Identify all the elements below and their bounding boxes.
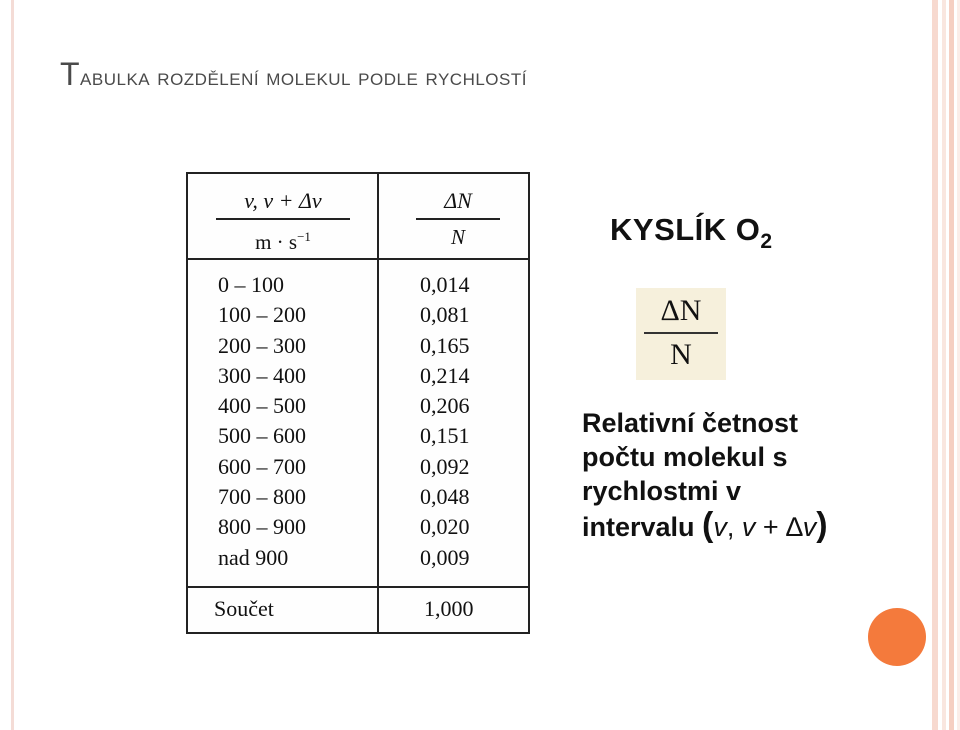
table-cell: 0,048	[420, 484, 470, 510]
header-velocity-interval: v, v + Δv $m \cdot s^{-1}$	[208, 186, 358, 252]
table-cell: 0,020	[420, 514, 470, 540]
table-cell: 0,009	[420, 544, 470, 570]
table-cell: 0,206	[420, 393, 470, 419]
fraction-column	[420, 270, 520, 573]
table-cell: 200 – 300	[218, 332, 306, 358]
table-cell: 0,081	[420, 302, 470, 328]
table-cell: 0,165	[420, 332, 470, 358]
left-border-line	[11, 0, 14, 730]
table-cell: 0,092	[420, 453, 470, 479]
sum-label: Součet	[214, 596, 274, 621]
description-text: Relativní četnost počtu molekul s rychlostmi v intervalu (v, v + ∆v)	[582, 408, 828, 544]
table-cell: 0 – 100	[218, 272, 284, 297]
table-cell: 700 – 800	[218, 484, 306, 510]
table-cell: 500 – 600	[218, 423, 306, 449]
sum-value: 1,000	[424, 596, 474, 621]
interval-column	[212, 270, 362, 573]
right-decorative-stripes	[930, 0, 960, 730]
table-cell: 600 – 700	[218, 453, 306, 479]
slide-title: Tabulka rozdělení molekul podle rychlostí	[60, 56, 527, 92]
fraction-formula-image: ΔN N	[636, 288, 726, 380]
table-cell: 0,151	[420, 423, 470, 449]
table-cell: nad 900	[218, 544, 289, 570]
table-cell: 800 – 900	[218, 514, 306, 540]
table-cell: 0,014	[420, 272, 470, 297]
velocity-distribution-table	[186, 172, 530, 634]
table-cell: 400 – 500	[218, 393, 306, 419]
decorative-orange-circle	[868, 608, 926, 666]
gas-label: KYSLÍK $O_2$	[610, 212, 773, 253]
table-cell: 0,214	[420, 362, 470, 388]
table-cell: 100 – 200	[218, 302, 306, 328]
table-cell: 300 – 400	[218, 362, 306, 388]
header-relative-fraction: ΔN N	[408, 186, 508, 252]
